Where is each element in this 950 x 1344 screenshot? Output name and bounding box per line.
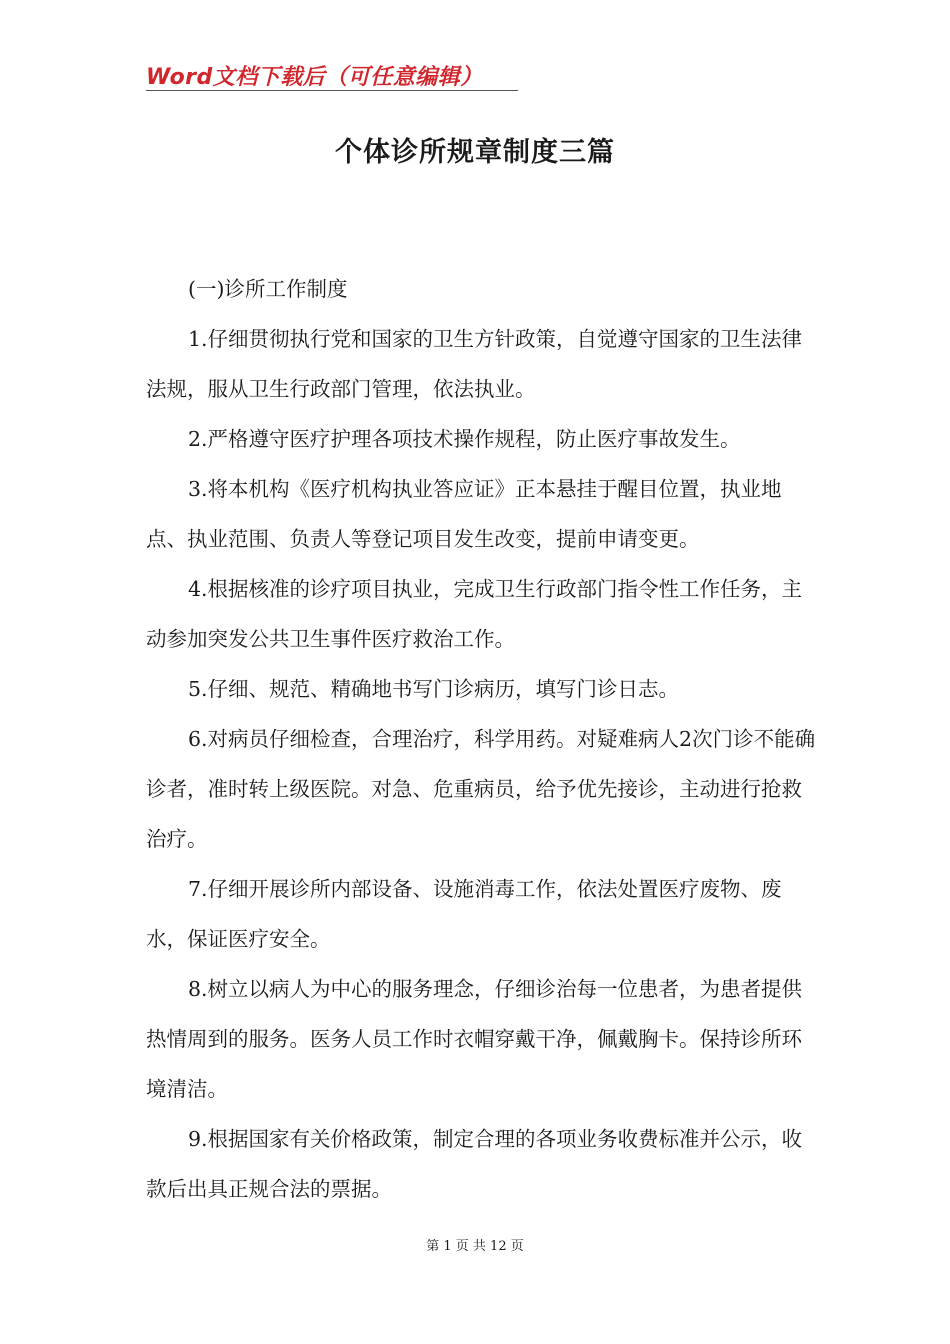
list-item: 2.严格遵守医疗护理各项技术操作规程，防止医疗事故发生。 — [188, 427, 741, 451]
list-item: 7.仔细开展诊所内部设备、设施消毒工作，依法处置医疗废物、废水，保证医疗安全。 — [146, 877, 782, 951]
list-item: 8.树立以病人为中心的服务理念，仔细诊治每一位患者，为患者提供热情周到的服务。医务人员工作时衣帽穿戴干净，佩戴胸卡。保持诊所环境清洁。 — [146, 977, 803, 1101]
document-body — [146, 264, 818, 1214]
document-title: 个体诊所规章制度三篇 — [335, 137, 615, 168]
watermark-header: Word文档下载后（可任意编辑） — [146, 65, 483, 90]
list-item: 3.将本机构《医疗机构执业答应证》正本悬挂于醒目位置，执业地点、执业范围、负责人等登记项目发生改变，提前申请变更。 — [146, 477, 782, 551]
list-item: 4.根据核准的诊疗项目执业，完成卫生行政部门指令性工作任务，主动参加突发公共卫生事件医疗救治工作。 — [146, 577, 803, 651]
list-item: 6.对病员仔细检查，合理治疗，科学用药。对疑难病人2次门诊不能确诊者，准时转上级医院。对急、危重病员，给予优先接诊，主动进行抢救治疗。 — [146, 727, 816, 851]
page-number: 第 1 页 共 12 页 — [426, 1239, 524, 1254]
header-divider — [146, 90, 518, 91]
list-item: 5.仔细、规范、精确地书写门诊病历，填写门诊日志。 — [188, 677, 680, 701]
list-item: 9.根据国家有关价格政策，制定合理的各项业务收费标准并公示，收款后出具正规合法的票据。 — [146, 1127, 803, 1201]
section-heading: (一)诊所工作制度 — [188, 277, 348, 301]
list-item: 1.仔细贯彻执行党和国家的卫生方针政策，自觉遵守国家的卫生法律法规，服从卫生行政部门管理，依法执业。 — [146, 327, 803, 401]
